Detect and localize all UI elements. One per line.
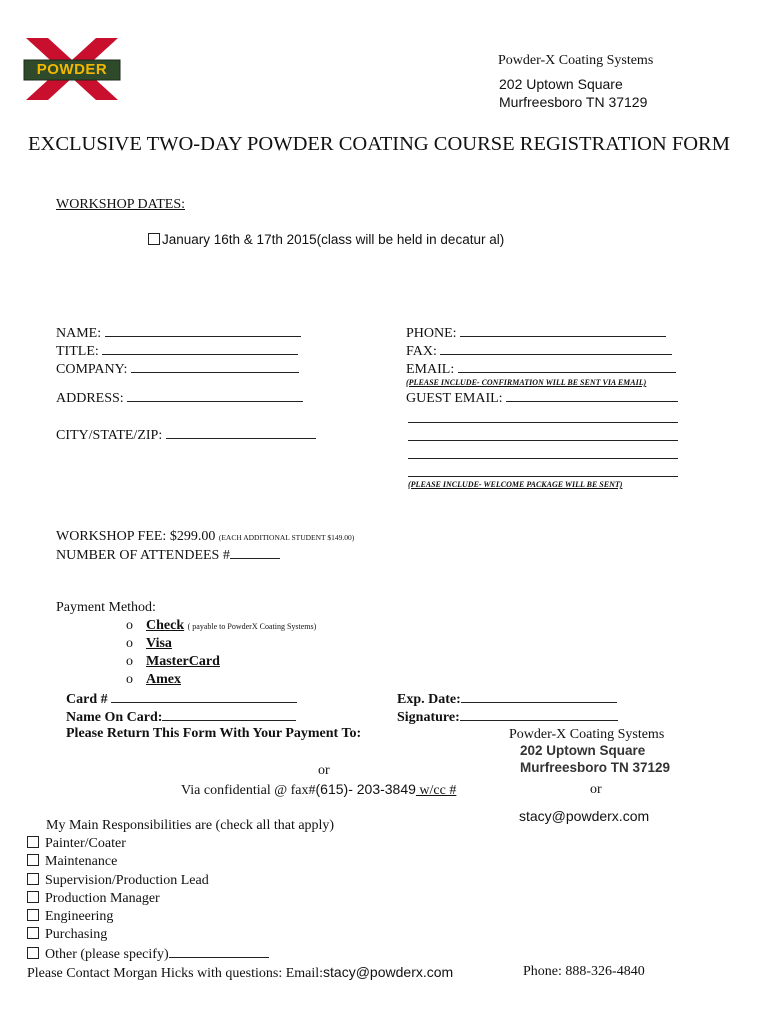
email-field bbox=[406, 360, 676, 378]
title-label: TITLE: bbox=[56, 344, 99, 359]
fax-number: (615)- 203-3849 bbox=[315, 781, 416, 797]
attendees-label: NUMBER OF ATTENDEES # bbox=[56, 548, 230, 563]
date-option-note: (class will be held in decatur al) bbox=[316, 232, 505, 247]
phone-field bbox=[406, 324, 666, 342]
payment-option-check[interactable] bbox=[126, 618, 316, 634]
responsibility-label: Production Manager bbox=[45, 891, 160, 906]
payment-visa-label: Visa bbox=[146, 636, 172, 651]
fax-label: FAX: bbox=[406, 344, 437, 359]
attendees-input[interactable] bbox=[230, 546, 280, 559]
payment-check-label: Check bbox=[146, 618, 185, 633]
signature-field bbox=[397, 708, 618, 726]
email-label: EMAIL: bbox=[406, 362, 455, 377]
checkbox-icon[interactable] bbox=[27, 873, 39, 885]
responsibilities-heading: My Main Responsibilities are (check all that apply) bbox=[46, 818, 335, 833]
powder-x-logo bbox=[22, 36, 122, 102]
check-note: ( payable to PowderX Coating Systems) bbox=[187, 622, 317, 631]
guest-email-line-5[interactable] bbox=[408, 476, 678, 477]
responsibility-label: Other (please specify) bbox=[45, 947, 169, 962]
responsibility-label: Supervision/Production Lead bbox=[45, 873, 209, 888]
return-instructions: Please Return This Form With Your Payment To: bbox=[66, 726, 362, 741]
title-input[interactable] bbox=[102, 342, 298, 355]
or-text: or bbox=[318, 763, 330, 778]
signature-input[interactable] bbox=[460, 708, 618, 721]
bullet-icon: o bbox=[126, 618, 133, 633]
payment-mastercard-label: MasterCard bbox=[146, 654, 220, 669]
company-label: COMPANY: bbox=[56, 362, 128, 377]
exp-date-label: Exp. Date: bbox=[397, 692, 461, 707]
guest-email-field bbox=[406, 389, 678, 407]
payment-method-label: Payment Method: bbox=[56, 600, 156, 615]
responsibility-label: Engineering bbox=[45, 909, 114, 924]
guest-email-input[interactable] bbox=[506, 389, 678, 402]
guest-email-line-4[interactable] bbox=[408, 458, 678, 459]
checkbox-icon[interactable] bbox=[27, 854, 39, 866]
return-email: stacy@powderx.com bbox=[519, 808, 650, 824]
checkbox-icon[interactable] bbox=[27, 891, 39, 903]
responsibility-other[interactable] bbox=[27, 945, 269, 963]
name-on-card-input[interactable] bbox=[162, 708, 296, 721]
date-option-label: January 16th & 17th 2015 bbox=[162, 232, 317, 247]
phone-input[interactable] bbox=[460, 324, 666, 337]
exp-date-field bbox=[397, 690, 617, 708]
workshop-date-option bbox=[148, 232, 504, 247]
responsibility-purchasing[interactable] bbox=[27, 927, 107, 943]
fax-suffix: w/cc # bbox=[415, 783, 457, 798]
email-note: (PLEASE INCLUDE- CONFIRMATION WILL BE SENT VIA EMAIL) bbox=[406, 378, 647, 387]
responsibility-maintenance[interactable] bbox=[27, 854, 117, 870]
fax-prefix: Via confidential @ fax# bbox=[181, 783, 316, 798]
checkbox-icon[interactable] bbox=[27, 836, 39, 848]
name-field bbox=[56, 324, 301, 342]
title-field bbox=[56, 342, 298, 360]
address-input[interactable] bbox=[127, 389, 303, 402]
city-state-zip-input[interactable] bbox=[166, 426, 316, 439]
return-city: Murfreesboro TN 37129 bbox=[520, 760, 671, 775]
contact-text: Please Contact Morgan Hicks with questions: Email: bbox=[27, 966, 324, 981]
responsibility-label: Purchasing bbox=[45, 927, 108, 942]
signature-label: Signature: bbox=[397, 710, 460, 725]
checkbox-icon[interactable] bbox=[27, 927, 39, 939]
payment-option-visa[interactable] bbox=[126, 636, 172, 652]
address-label: ADDRESS: bbox=[56, 391, 124, 406]
contact-line bbox=[27, 964, 453, 982]
header-street: 202 Uptown Square bbox=[499, 76, 623, 92]
payment-option-mastercard[interactable] bbox=[126, 654, 220, 670]
responsibility-label: Maintenance bbox=[45, 854, 118, 869]
city-state-zip-label: CITY/STATE/ZIP: bbox=[56, 428, 163, 443]
fax-instructions bbox=[181, 781, 456, 799]
workshop-fee-label: WORKSHOP FEE: $299.00 bbox=[56, 529, 216, 544]
card-number-input[interactable] bbox=[111, 690, 297, 703]
exp-date-input[interactable] bbox=[461, 690, 617, 703]
attendees-field bbox=[56, 546, 280, 564]
responsibility-supervision[interactable] bbox=[27, 873, 209, 889]
responsibility-label: Painter/Coater bbox=[45, 836, 126, 851]
return-street: 202 Uptown Square bbox=[520, 743, 646, 758]
header-company-name: Powder-X Coating Systems bbox=[498, 53, 654, 68]
responsibility-production-manager[interactable] bbox=[27, 891, 160, 907]
guest-email-line-3[interactable] bbox=[408, 440, 678, 441]
name-input[interactable] bbox=[105, 324, 301, 337]
contact-email[interactable]: stacy@powderx.com bbox=[323, 964, 454, 980]
bullet-icon: o bbox=[126, 654, 133, 669]
fax-field bbox=[406, 342, 672, 360]
name-on-card-label: Name On Card: bbox=[66, 710, 163, 725]
return-company-name: Powder-X Coating Systems bbox=[509, 727, 665, 742]
guest-email-line-2[interactable] bbox=[408, 422, 678, 423]
guest-note: (PLEASE INCLUDE- WELCOME PACKAGE WILL BE SENT) bbox=[408, 480, 623, 489]
company-field bbox=[56, 360, 299, 378]
other-specify-input[interactable] bbox=[169, 945, 269, 958]
date-checkbox[interactable] bbox=[148, 233, 160, 245]
card-number-label: Card # bbox=[66, 692, 108, 707]
checkbox-icon[interactable] bbox=[27, 909, 39, 921]
page-title: EXCLUSIVE TWO-DAY POWDER COATING COURSE REGISTRATION FORM bbox=[28, 133, 730, 155]
contact-phone: Phone: 888-326-4840 bbox=[523, 964, 645, 979]
responsibility-painter[interactable] bbox=[27, 836, 126, 852]
responsibility-engineering[interactable] bbox=[27, 909, 113, 925]
payment-option-amex[interactable] bbox=[126, 672, 181, 688]
bullet-icon: o bbox=[126, 672, 133, 687]
workshop-fee bbox=[56, 529, 354, 545]
logo-text: POWDER bbox=[36, 61, 108, 78]
return-or-text: or bbox=[590, 782, 602, 797]
guest-email-label: GUEST EMAIL: bbox=[406, 391, 503, 406]
workshop-dates-label: WORKSHOP DATES: bbox=[56, 197, 185, 212]
name-label: NAME: bbox=[56, 326, 102, 341]
city-state-zip-field bbox=[56, 426, 316, 444]
address-field bbox=[56, 389, 303, 407]
checkbox-icon[interactable] bbox=[27, 947, 39, 959]
workshop-fee-note: (EACH ADDITIONAL STUDENT $149.00) bbox=[218, 533, 355, 542]
payment-amex-label: Amex bbox=[146, 672, 181, 687]
bullet-icon: o bbox=[126, 636, 133, 651]
fax-input[interactable] bbox=[440, 342, 672, 355]
name-on-card-field bbox=[66, 708, 296, 726]
header-city: Murfreesboro TN 37129 bbox=[499, 94, 648, 110]
company-input[interactable] bbox=[131, 360, 299, 373]
email-input[interactable] bbox=[458, 360, 676, 373]
phone-label: PHONE: bbox=[406, 326, 457, 341]
card-number-field bbox=[66, 690, 297, 708]
